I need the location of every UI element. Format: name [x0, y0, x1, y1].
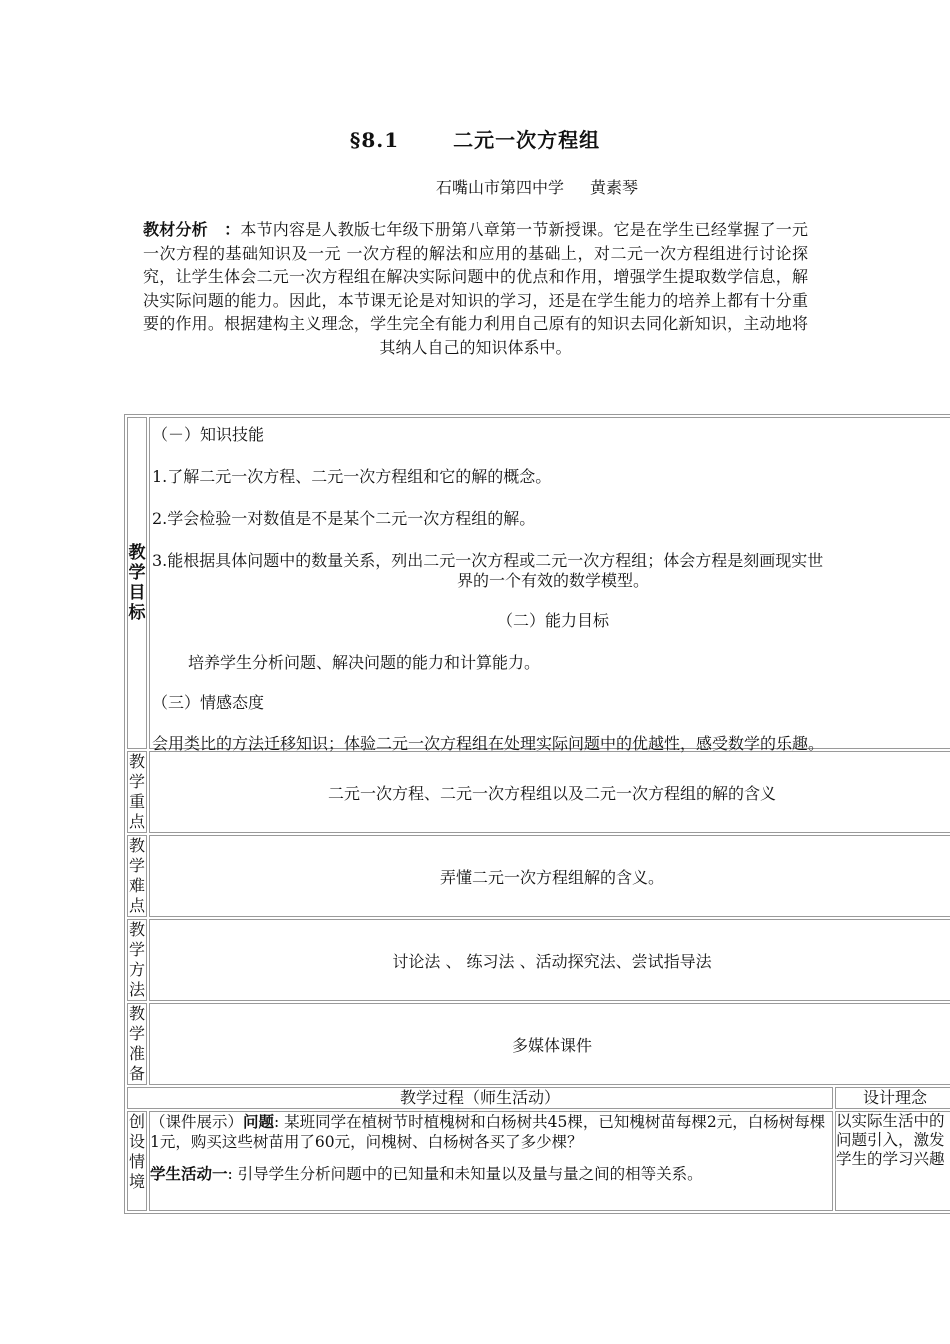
preparation-label: 教学准备	[128, 1004, 145, 1083]
process-header: 教学过程（师生活动）	[127, 1087, 833, 1109]
teacher-name: 黄素琴	[590, 178, 639, 197]
design-idea: 以实际生活中的问题引入，激发学生的学习兴趣	[835, 1111, 950, 1211]
goals-cell	[149, 417, 950, 753]
goal-item-3-line1: 3.能根据具体问题中的数量关系，列出二元一次方程或二元一次方程组；体会方程是刻画现实世	[152, 551, 824, 570]
key-points-text: 二元一次方程、二元一次方程组以及二元一次方程组的解的含义	[149, 751, 950, 833]
problem-label: 问题	[243, 1112, 275, 1131]
problem-text: : 某班同学在植树节时植槐树和白杨树共45棵，已知槐树苗每棵2元，白杨树每棵1元，购买这些树苗用了60元，问槐树、白杨树各买了多少棵？	[150, 1113, 826, 1151]
stage-label: 创设情境	[127, 1111, 147, 1211]
activity-text: : 引导学生分析问题中的已知量和未知量以及量与量之间的相等关系。	[227, 1165, 703, 1183]
goals-label: 教学目标	[127, 417, 147, 749]
goal-item-3-line2: 界的一个有效的数学模型。	[456, 571, 649, 590]
goal-item-2: 2.学会检验一对数值是不是某个二元一次方程组的解。	[152, 509, 536, 528]
section-title: 二元一次方程组	[453, 128, 601, 152]
goal-item-1: 1.了解二元一次方程、二元一次方程组和它的解的概念。	[152, 467, 552, 486]
design-header: 设计理念	[835, 1087, 950, 1109]
activity-label: 学生活动一	[150, 1164, 228, 1183]
goals-heading-ability: （二）能力目标	[496, 611, 609, 630]
ability-goal: 培养学生分析问题、解决问题的能力和计算能力。	[188, 653, 541, 672]
difficulties-text: 弄懂二元一次方程组解的含义。	[149, 835, 950, 917]
goals-heading-attitude: （三）情感态度	[152, 693, 265, 712]
methods-text: 讨论法 、 练习法 、活动探究法、尝试指导法	[149, 919, 950, 1001]
courseware-prefix: （课件展示）	[150, 1113, 244, 1131]
difficulties-label: 教学难点	[128, 836, 145, 915]
attitude-goal: 会用类比的方法迁移知识；体验二元一次方程组在处理实际问题中的优越性，感受数学的乐趣。	[152, 734, 825, 753]
page-title	[0, 124, 950, 153]
methods-label: 教学方法	[128, 920, 145, 999]
material-analysis	[143, 218, 808, 359]
lesson-plan-table	[124, 414, 950, 1214]
section-number: §8.1	[349, 128, 400, 152]
author-line	[436, 175, 638, 198]
key-points-label: 教学重点	[128, 752, 145, 831]
preparation-text: 多媒体课件	[149, 1003, 950, 1085]
goals-heading-knowledge: （－）知识技能	[152, 425, 265, 444]
process-content	[149, 1111, 833, 1211]
school-name: 石嘴山市第四中学	[436, 178, 565, 197]
analysis-text: 本节内容是人教版七年级下册第八章第一节新授课。它是在学生已经掌握了一元一次方程的基础知识及一元 一次方程的解法和应用的基础上，对二元一次方程组进行讨论探究，让学生体会二元一次方程组在解决实际问题中的优点和作用，增强学生提取数学信息，解决实际问题的能力。因此，本节课无论是对知识的学习，还是在学生能力的培养上都有十分重要的作用。根据建构主义理念，学生完全有能力利用自己原有的知识去同化新知识，主动地将其纳人自己的知识体系中。	[143, 220, 808, 357]
analysis-label: 教材分析 ：	[143, 220, 241, 239]
